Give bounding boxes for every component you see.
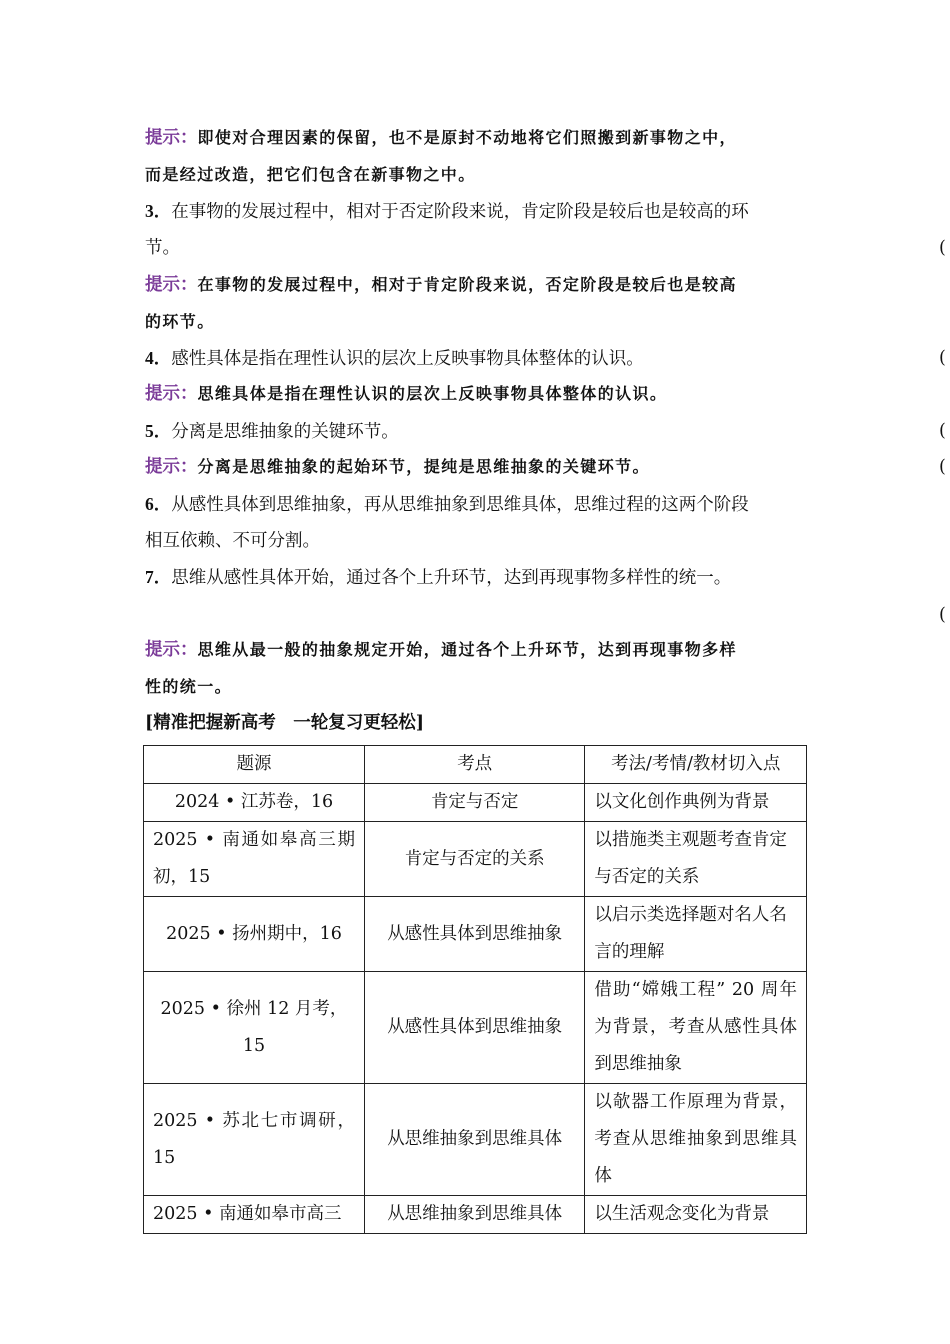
question-text: 相互依赖、不可分割。: [145, 531, 320, 551]
source-cell: 2025 • 南通如皋市高三: [144, 1196, 365, 1234]
hint-2-line-2: [145, 163, 807, 187]
hint-7-line-2: [145, 675, 807, 699]
hint-5: [145, 455, 807, 479]
table-row: [144, 1196, 807, 1234]
hint-text: 分离是思维抽象的起始环节，提纯是思维抽象的关键环节。: [197, 457, 650, 476]
hint-label: 提示：: [145, 128, 198, 148]
hint-text: 思维具体是指在理性认识的层次上反映事物具体整体的认识。: [197, 384, 668, 403]
question-3-line-1: [145, 199, 807, 224]
hint-text: 在事物的发展过程中，相对于肯定阶段来说，否定阶段是较后也是较高: [197, 275, 737, 294]
point-cell: 从思维抽象到思维具体: [364, 1084, 584, 1196]
table-row: [144, 784, 807, 822]
question-5: [145, 419, 807, 444]
source-cell: 2024 • 江苏卷，16: [144, 784, 365, 822]
hint-label: 提示：: [145, 640, 198, 660]
answer-paren: (: [939, 457, 946, 477]
hint-text: 性的统一。: [145, 677, 233, 696]
hint-3-line-1: [145, 273, 807, 297]
table-row: [144, 972, 807, 1084]
question-number: 7．: [145, 567, 172, 587]
question-text: 从感性具体到思维抽象，再从思维抽象到思维具体，思维过程的这两个阶段: [171, 495, 749, 515]
question-text: 思维从感性具体开始，通过各个上升环节，达到再现事物多样性的统一。: [171, 568, 732, 588]
answer-paren: (: [939, 238, 946, 258]
question-4: [145, 346, 807, 371]
point-cell: 从感性具体到思维抽象: [364, 897, 584, 972]
header-point: 考点: [364, 746, 584, 784]
method-cell: 以生活观念变化为背景: [585, 1196, 807, 1234]
point-cell: 肯定与否定: [364, 784, 584, 822]
hint-text: 的环节。: [145, 312, 215, 331]
answer-paren: (: [939, 605, 946, 625]
question-number: 3．: [145, 201, 172, 221]
point-cell: 从思维抽象到思维具体: [364, 1196, 584, 1234]
hint-text: 即使对合理因素的保留，也不是原封不动地将它们照搬到新事物之中，: [197, 128, 737, 147]
method-cell: 以欹器工作原理为背景，考查从思维抽象到思维具体: [585, 1084, 807, 1196]
question-6-line-1: [145, 492, 807, 517]
header-source: 题源: [144, 746, 365, 784]
hint-4: [145, 382, 807, 406]
question-text: 分离是思维抽象的关键环节。: [171, 422, 399, 442]
question-number: 6．: [145, 494, 172, 514]
source-cell: 2025 • 扬州期中，16: [144, 897, 365, 972]
hint-label: 提示：: [145, 275, 198, 295]
source-cell: 2025 • 苏北七市调研，15: [144, 1084, 365, 1196]
hint-label: 提示：: [145, 457, 198, 477]
table-row: [144, 1084, 807, 1196]
question-7: [145, 565, 807, 590]
answer-paren: (: [939, 421, 946, 441]
hint-7-line-1: [145, 638, 807, 662]
method-cell: 以启示类选择题对名人名言的理解: [585, 897, 807, 972]
hint-label: 提示：: [145, 384, 198, 404]
method-cell: 以文化创作典例为背景: [585, 784, 807, 822]
hint-2-line-1: [145, 126, 807, 150]
hint-3-line-2: [145, 310, 807, 334]
header-method: 考法/考情/教材切入点: [585, 746, 807, 784]
point-cell: 从感性具体到思维抽象: [364, 972, 584, 1084]
question-3-line-2: [145, 236, 807, 260]
table-row: [144, 897, 807, 972]
exam-source-table: [143, 745, 807, 1234]
question-text: 在事物的发展过程中，相对于否定阶段来说，肯定阶段是较后也是较高的环: [171, 202, 749, 222]
method-cell: 借助“嫦娥工程” 20 周年为背景，考查从感性具体到思维抽象: [585, 972, 807, 1084]
answer-paren: (: [939, 348, 946, 368]
point-cell: 肯定与否定的关系: [364, 822, 584, 897]
hint-text: 而是经过改造，把它们包含在新事物之中。: [145, 165, 476, 184]
method-cell: 以措施类主观题考查肯定与否定的关系: [585, 822, 807, 897]
question-number: 5．: [145, 421, 172, 441]
question-number: 4．: [145, 348, 172, 368]
question-6-line-2: [145, 529, 807, 553]
question-text: 感性具体是指在理性认识的层次上反映事物具体整体的认识。: [171, 349, 644, 369]
hint-text: 思维从最一般的抽象规定开始，通过各个上升环节，达到再现事物多样: [197, 640, 737, 659]
table-row: [144, 822, 807, 897]
source-cell: 2025 • 徐州 12 月考，15: [144, 972, 365, 1084]
source-cell: 2025 • 南通如皋高三期初，15: [144, 822, 365, 897]
section-title: [精准把握新高考 一轮复习更轻松]: [145, 713, 425, 733]
table-header-row: [144, 746, 807, 784]
question-text: 节。: [145, 238, 180, 258]
